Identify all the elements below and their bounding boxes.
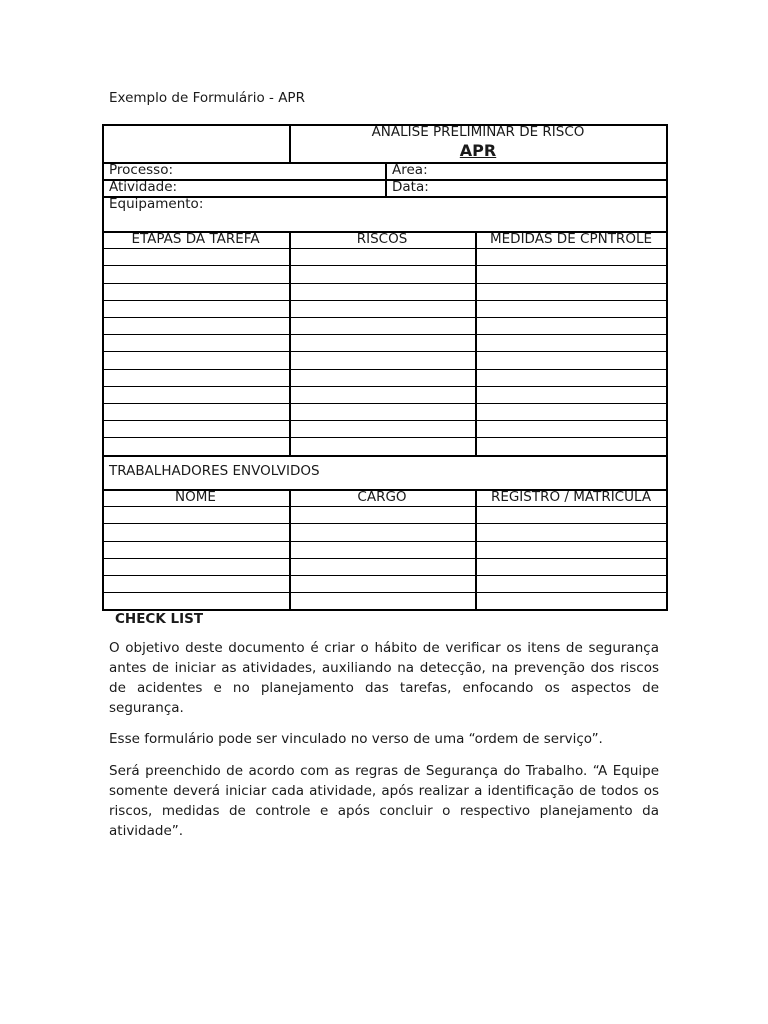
task-header-2: RISCOS [356,231,408,247]
task-cell[interactable] [291,404,474,419]
field-data[interactable]: Data: [392,179,429,195]
task-cell[interactable] [477,352,666,367]
task-cell[interactable] [104,352,288,367]
task-cell[interactable] [477,335,666,350]
checklist-paragraph-1: O objetivo deste documento é criar o hábito de verificar os itens de segurança antes de iniciar as atividades, auxiliando na detecção, na prevenção dos riscos de acidentes e no planejamento das tarefas, enfocando os aspectos de segurança. [109,640,659,716]
workers-header-1: NOME [175,489,216,505]
task-column-divider [475,231,477,455]
task-cell[interactable] [477,404,666,419]
task-cell[interactable] [104,301,288,316]
workers-cell[interactable] [291,507,474,522]
task-cell[interactable] [104,387,288,402]
task-cell[interactable] [104,266,288,281]
workers-cell[interactable] [104,524,288,539]
workers-cell[interactable] [291,576,474,591]
workers-column-divider [475,489,477,609]
workers-column-divider [289,489,291,609]
task-header-1: ETAPAS DA TAREFA [131,231,260,247]
workers-cell[interactable] [477,593,666,608]
task-cell[interactable] [477,438,666,453]
workers-top-line [102,455,668,457]
task-cell[interactable] [477,370,666,385]
task-cell[interactable] [291,284,474,299]
workers-cell[interactable] [477,524,666,539]
task-cell[interactable] [291,370,474,385]
task-cell[interactable] [291,421,474,436]
task-cell[interactable] [477,318,666,333]
workers-cell[interactable] [477,542,666,557]
task-cell[interactable] [104,421,288,436]
checklist-paragraph-3: Será preenchido de acordo com as regras de Segurança do Trabalho. “A Equipe somente deverá iniciar cada atividade, após realizar a identificação de todos os riscos, medidas de controle e após concluir o respectivo planejamento da atividade”. [109,763,659,839]
workers-cell[interactable] [291,524,474,539]
task-cell[interactable] [104,404,288,419]
field-atividade[interactable]: Atividade: [109,179,178,195]
field-area[interactable]: Area: [392,162,428,178]
task-cell[interactable] [477,266,666,281]
workers-section-title: TRABALHADORES ENVOLVIDOS [109,463,320,479]
workers-cell[interactable] [104,559,288,574]
task-cell[interactable] [477,301,666,316]
workers-header-3: REGISTRO / MATRICULA [490,489,652,505]
field-equipamento[interactable]: Equipamento: [109,196,204,212]
checklist-heading: CHECK LIST [115,611,204,627]
task-cell[interactable] [291,318,474,333]
workers-cell[interactable] [477,559,666,574]
form-title: APR [459,141,497,160]
workers-cell[interactable] [104,507,288,522]
workers-cell[interactable] [477,576,666,591]
workers-cell[interactable] [291,593,474,608]
task-cell[interactable] [104,318,288,333]
task-column-divider [289,231,291,455]
task-cell[interactable] [477,387,666,402]
task-cell[interactable] [104,284,288,299]
task-cell[interactable] [477,284,666,299]
task-cell[interactable] [477,249,666,264]
workers-cell[interactable] [477,507,666,522]
document-title: Exemplo de Formulário - APR [109,90,305,106]
task-cell[interactable] [291,266,474,281]
task-cell[interactable] [291,387,474,402]
task-cell[interactable] [291,352,474,367]
task-cell[interactable] [104,249,288,264]
fields-divider [385,162,387,197]
task-cell[interactable] [477,421,666,436]
task-cell[interactable] [291,335,474,350]
workers-header-2: CARGO [357,489,407,505]
workers-cell[interactable] [104,576,288,591]
task-cell[interactable] [104,335,288,350]
form-subtitle: ANALISE PRELIMINAR DE RISCO [371,124,585,140]
task-cell[interactable] [291,249,474,264]
task-header-3: MEDIDAS DE CPNTROLE [490,231,652,247]
checklist-paragraph-2: Esse formulário pode ser vinculado no verso de uma “ordem de serviço”. [109,731,603,747]
field-processo[interactable]: Processo: [109,162,174,178]
task-cell[interactable] [104,438,288,453]
workers-cell[interactable] [104,542,288,557]
task-cell[interactable] [104,370,288,385]
task-cell[interactable] [291,438,474,453]
task-cell[interactable] [291,301,474,316]
workers-cell[interactable] [291,559,474,574]
workers-cell[interactable] [291,542,474,557]
workers-cell[interactable] [104,593,288,608]
